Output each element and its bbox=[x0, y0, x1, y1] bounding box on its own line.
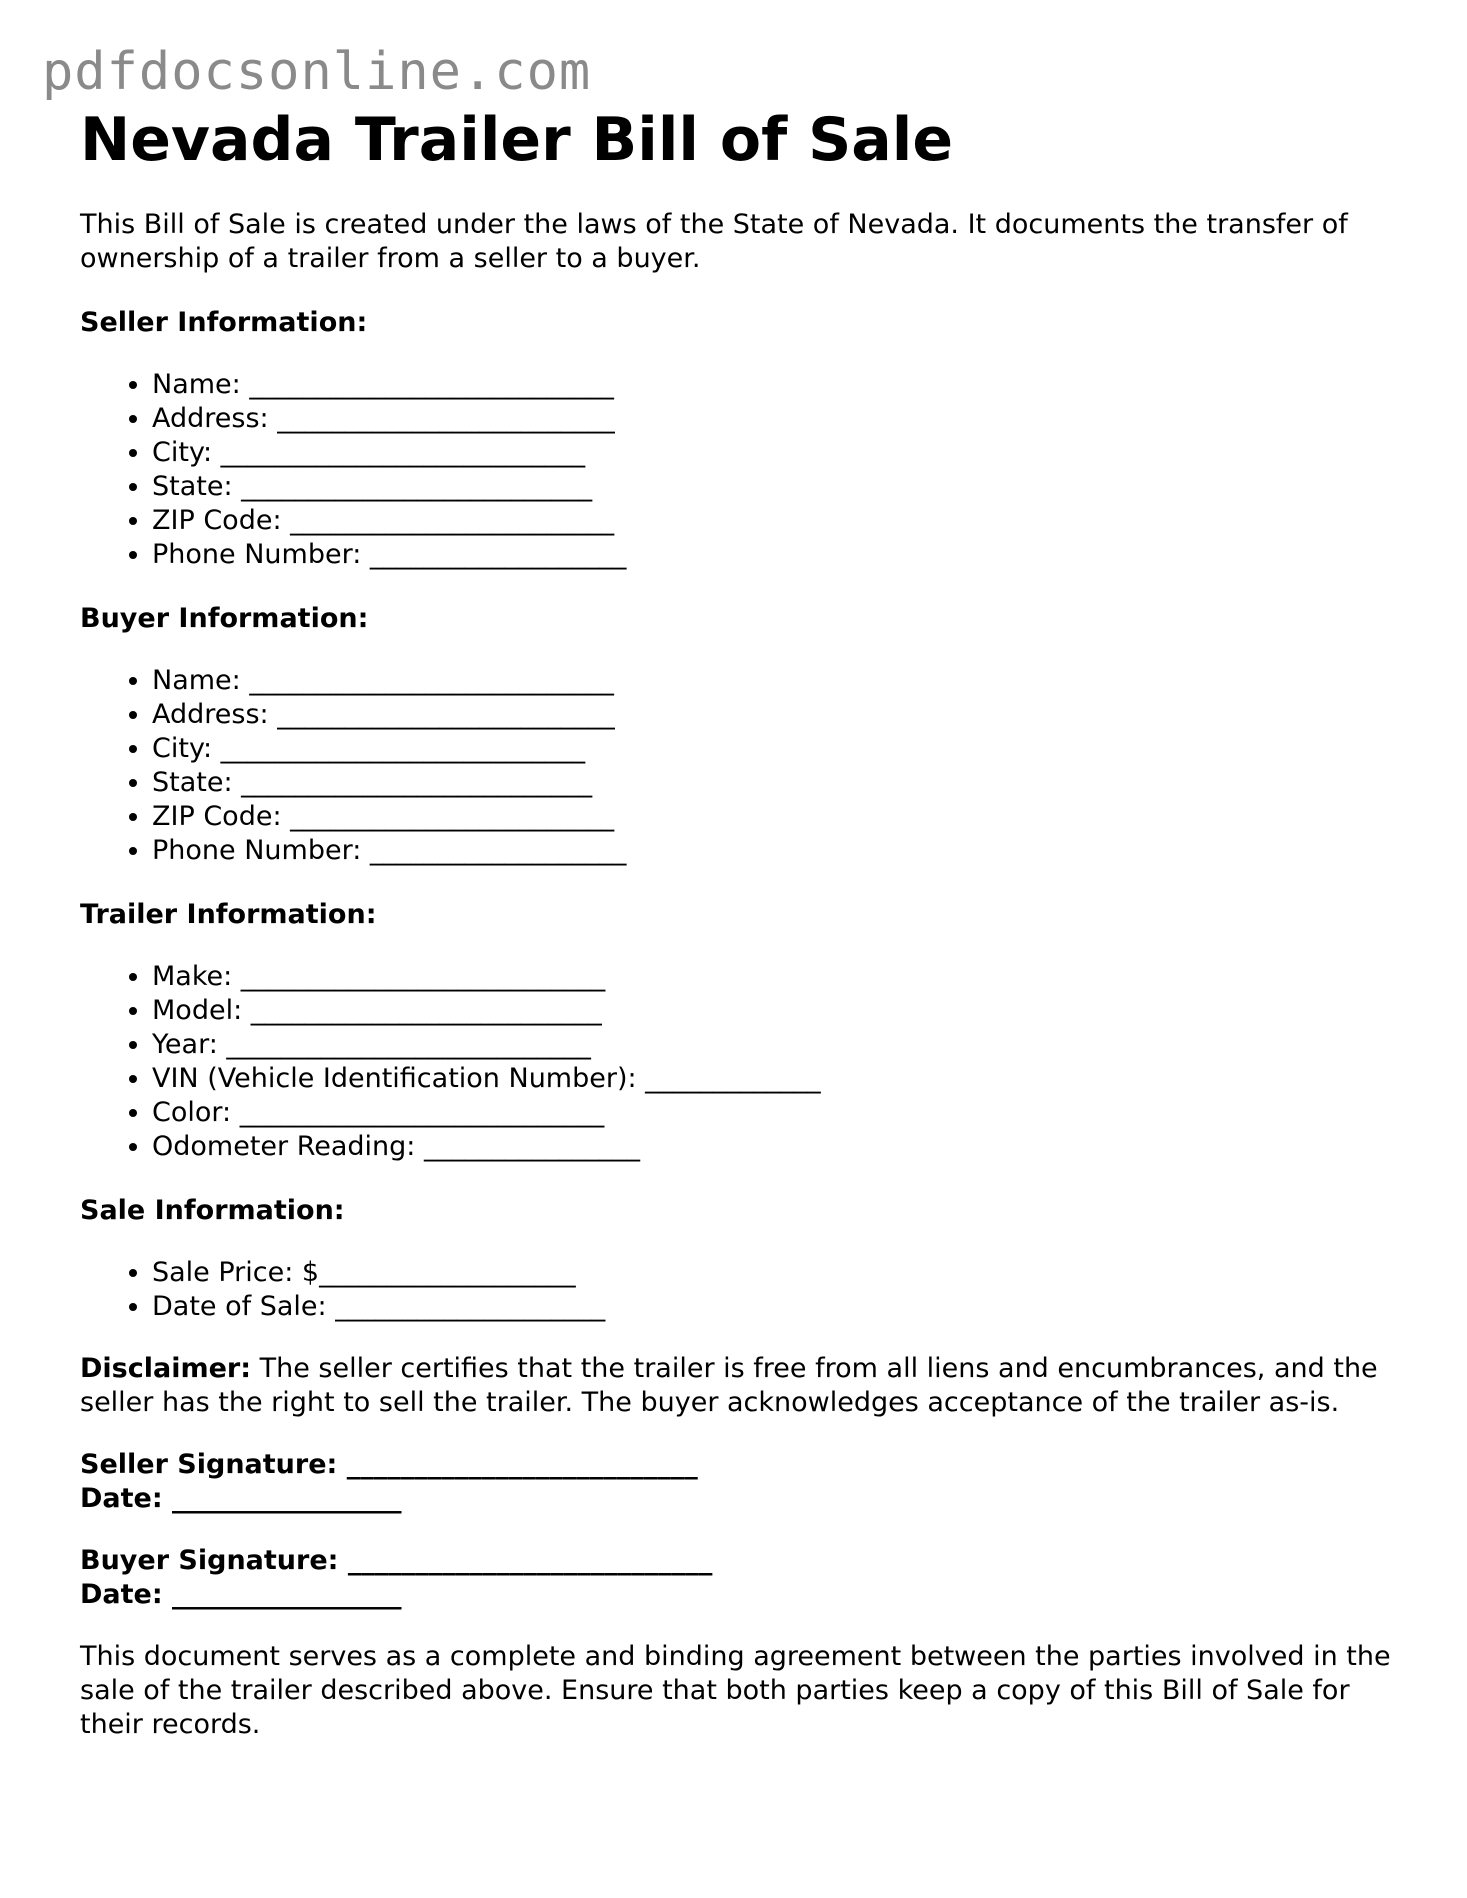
trailer-model-field: • Model: __________________________ bbox=[152, 994, 1400, 1028]
sale-field-list bbox=[80, 1256, 1400, 1324]
seller-state-field: • State: __________________________ bbox=[152, 470, 1400, 504]
seller-zip-field: • ZIP Code: ________________________ bbox=[152, 504, 1400, 538]
buyer-city-field: • City: ___________________________ bbox=[152, 732, 1400, 766]
seller-signature-block bbox=[80, 1448, 1400, 1516]
document-page bbox=[80, 100, 1400, 1742]
disclaimer-text: The seller certifies that the trailer is free from all liens and encumbrances, and the seller has the right to sell the trailer. The buyer acknowledges acceptance of the trailer as-is. bbox=[80, 1353, 1378, 1418]
trailer-vin-field: • VIN (Vehicle Identification Number): _____________ bbox=[152, 1062, 1400, 1096]
buyer-field-list bbox=[80, 664, 1400, 868]
sale-date-field: • Date of Sale: ____________________ bbox=[152, 1290, 1400, 1324]
seller-phone-field: • Phone Number: ___________________ bbox=[152, 538, 1400, 572]
buyer-state-field: • State: __________________________ bbox=[152, 766, 1400, 800]
buyer-phone-field: • Phone Number: ___________________ bbox=[152, 834, 1400, 868]
seller-field-list bbox=[80, 368, 1400, 572]
seller-section-heading: Seller Information: bbox=[80, 307, 368, 338]
buyer-date-line: Date: _________________ bbox=[80, 1579, 402, 1610]
watermark: pdfdocsonline.com bbox=[42, 42, 592, 102]
trailer-color-field: • Color: ___________________________ bbox=[152, 1096, 1400, 1130]
buyer-address-field: • Address: _________________________ bbox=[152, 698, 1400, 732]
seller-date-line: Date: _________________ bbox=[80, 1483, 402, 1514]
trailer-field-list bbox=[80, 960, 1400, 1164]
disclaimer-paragraph bbox=[80, 1352, 1400, 1420]
disclaimer-label: Disclaimer: bbox=[80, 1353, 252, 1384]
document-title: Nevada Trailer Bill of Sale bbox=[80, 105, 954, 175]
buyer-signature-block bbox=[80, 1544, 1400, 1612]
seller-name-field: • Name: ___________________________ bbox=[152, 368, 1400, 402]
buyer-zip-field: • ZIP Code: ________________________ bbox=[152, 800, 1400, 834]
trailer-odometer-field: • Odometer Reading: ________________ bbox=[152, 1130, 1400, 1164]
seller-signature-line: Seller Signature: __________________________ bbox=[80, 1449, 698, 1480]
seller-city-field: • City: ___________________________ bbox=[152, 436, 1400, 470]
intro-paragraph: This Bill of Sale is created under the laws of the State of Nevada. It documents the transfer of ownership of a trailer from a seller to a buyer. bbox=[80, 209, 1348, 274]
trailer-make-field: • Make: ___________________________ bbox=[152, 960, 1400, 994]
closing-paragraph: This document serves as a complete and binding agreement between the parties involved in the sale of the trailer described above. Ensure that both parties keep a copy of this Bill of Sale for their records. bbox=[80, 1641, 1391, 1740]
buyer-signature-line: Buyer Signature: ___________________________ bbox=[80, 1545, 713, 1576]
sale-section-heading: Sale Information: bbox=[80, 1195, 345, 1226]
sale-price-field: • Sale Price: $___________________ bbox=[152, 1256, 1400, 1290]
buyer-section-heading: Buyer Information: bbox=[80, 603, 369, 634]
buyer-name-field: • Name: ___________________________ bbox=[152, 664, 1400, 698]
seller-address-field: • Address: _________________________ bbox=[152, 402, 1400, 436]
trailer-section-heading: Trailer Information: bbox=[80, 899, 377, 930]
trailer-year-field: • Year: ___________________________ bbox=[152, 1028, 1400, 1062]
